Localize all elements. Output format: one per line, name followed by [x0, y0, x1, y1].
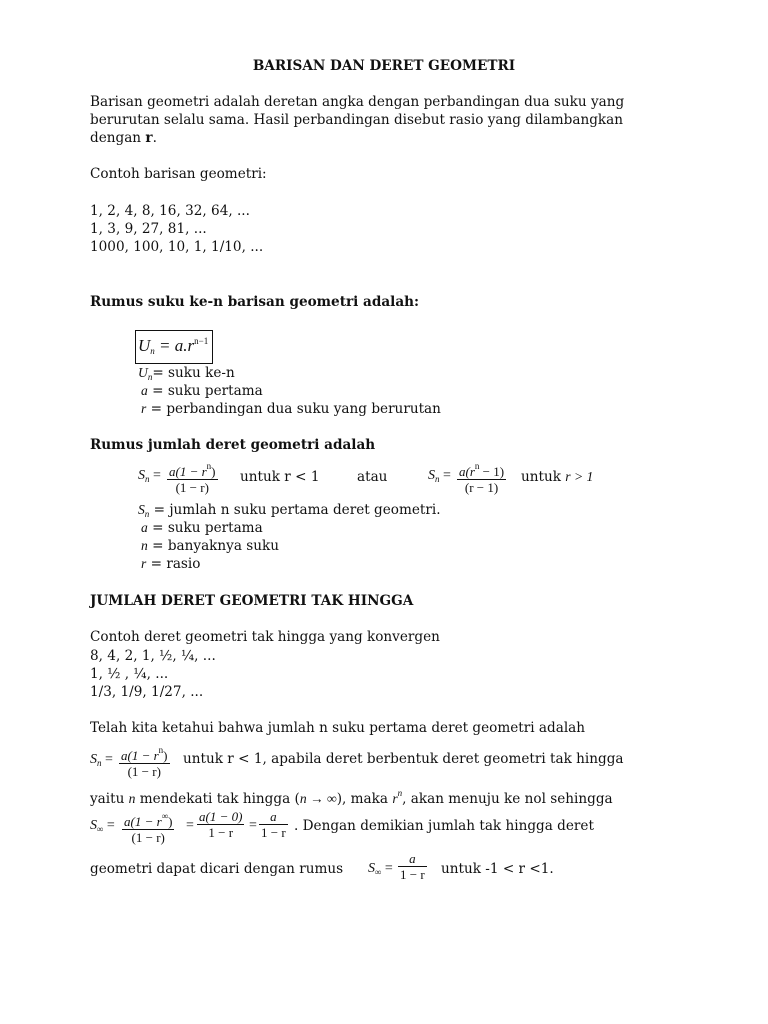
- known-fraction: [119, 743, 170, 779]
- sum-lhs: [138, 468, 161, 484]
- approach-n: n: [128, 791, 136, 806]
- nth-def-un-sym: U: [138, 365, 148, 380]
- approach-suffix: , akan menuju ke nol sehingga: [402, 791, 613, 807]
- sum-fraction-2-denominator: (r − 1): [464, 480, 499, 495]
- nth-def-r-sym: r: [141, 401, 147, 416]
- known-lhs-sub: n: [97, 758, 102, 768]
- infinite-lhs-sub: ∞: [97, 824, 104, 834]
- sum-def-n-text: = banyaknya suku: [147, 538, 279, 554]
- nth-def-a: [141, 382, 263, 400]
- approach-mid2: ), maka: [336, 791, 393, 807]
- final-line-suffix: untuk -1 < r <1.: [441, 861, 554, 877]
- ratio-symbol: r: [145, 130, 153, 146]
- infinite-heading: JUMLAH DERET GEOMETRI TAK HINGGA: [90, 593, 414, 609]
- examples-heading: Contoh barisan geometri:: [90, 166, 267, 182]
- nth-def-un-sub: n: [147, 372, 153, 382]
- final-fraction-numerator: [398, 851, 427, 867]
- sum-fraction-r-gt-1: [457, 459, 506, 495]
- sum-eq-2: =: [443, 468, 451, 483]
- sum-def-a: [141, 519, 263, 537]
- sum-f2-num: a(r: [459, 464, 475, 479]
- nth-term-formula: [138, 336, 208, 356]
- example-sequence-3: 1000, 100, 10, 1, 1/10, ...: [90, 239, 264, 255]
- sum-def-a-text: = suku pertama: [147, 520, 263, 536]
- infinite-lhs-s: S: [90, 818, 97, 833]
- final-lhs-s: S: [368, 861, 375, 876]
- known-eq: =: [105, 752, 113, 767]
- inf-f3-num: a: [270, 809, 277, 824]
- infinite-example-2: 1, ½ , ¼, ...: [90, 666, 169, 682]
- final-fraction: [398, 851, 427, 882]
- inf-f1-num: a(1 − r: [124, 814, 162, 829]
- sum-def-a-sym: a: [141, 520, 148, 535]
- nth-term-rhs: = a.r: [159, 336, 195, 355]
- sum-fraction-1-numerator: [167, 459, 218, 480]
- nth-term-exponent: n−1: [194, 336, 209, 346]
- known-formula-suffix: untuk r < 1, apabila deret berbentuk deret geometri tak hingga: [183, 751, 624, 767]
- intro-line-3-suffix: .: [152, 130, 157, 146]
- inf-f1-num-close: ): [168, 814, 173, 829]
- known-fraction-numerator: [119, 743, 170, 764]
- sum-cond2: r > 1: [565, 469, 594, 484]
- nth-term-heading: Rumus suku ke-n barisan geometri adalah:: [90, 294, 420, 310]
- sum-condition-1: untuk r < 1: [240, 469, 320, 485]
- nth-term-lhs-sub: n: [150, 346, 155, 356]
- infinite-example-1: 8, 4, 2, 1, ½, ¼, ...: [90, 648, 216, 664]
- sum-f2-num-close: − 1): [479, 464, 505, 479]
- approach-mid: mendekati tak hingga (: [135, 791, 300, 807]
- approach-r: r: [392, 791, 398, 806]
- sum-def-n-sym: n: [141, 538, 148, 553]
- final-fraction-denominator: 1 − r: [400, 867, 425, 882]
- infinite-fraction-3: [259, 809, 288, 840]
- sum-def-n: [141, 537, 279, 555]
- infinite-fraction-1-numerator: [122, 809, 174, 830]
- known-line: Telah kita ketahui bahwa jumlah n suku pertama deret geometri adalah: [90, 720, 586, 736]
- infinite-fraction-1: [122, 809, 174, 845]
- sum-eq: =: [153, 468, 161, 483]
- infinite-formula-suffix: . Dengan demikian jumlah tak hingga deret: [294, 818, 594, 834]
- infinite-fraction-2: [197, 809, 244, 840]
- inf-f2-num: a(1 − 0): [199, 809, 243, 824]
- sum-fraction-1-denominator: (1 − r): [175, 480, 209, 495]
- sum-lhs-2: [428, 468, 451, 484]
- sum-def-r-text: = rasio: [146, 556, 201, 572]
- sum-def-r: [141, 555, 200, 573]
- nth-def-r: [141, 400, 441, 418]
- sum-def-r-sym: r: [141, 556, 147, 571]
- known-f-num-close: ): [163, 748, 168, 763]
- known-lhs: [90, 752, 113, 768]
- infinite-lhs: $S_\infty$ =: [90, 818, 115, 834]
- known-f-num: a(1 − r: [121, 748, 159, 763]
- nth-def-a-sym: a: [141, 383, 148, 398]
- final-lhs-sub: ∞: [375, 867, 382, 877]
- known-fraction-denominator: (1 − r): [127, 764, 161, 779]
- intro-line-1: Barisan geometri adalah deretan angka dengan perbandingan dua suku yang: [90, 94, 625, 110]
- known-f-num-exp: n: [158, 745, 164, 755]
- page-title: BARISAN DAN DERET GEOMETRI: [252, 58, 516, 74]
- intro-line-2: berurutan selalu sama. Hasil perbandingan disebut rasio yang dilambangkan: [90, 112, 624, 128]
- sum-lhs-s: S: [138, 468, 145, 483]
- sum-lhs-sub: n: [145, 474, 150, 484]
- infinite-fraction-3-numerator: [259, 809, 288, 825]
- known-lhs-s: S: [90, 752, 97, 767]
- infinite-examples-heading: Contoh deret geometri tak hingga yang konvergen: [90, 629, 440, 645]
- example-sequence-1: 1, 2, 4, 8, 16, 32, 64, ...: [90, 203, 250, 219]
- infinite-eq-3: =: [249, 818, 257, 833]
- infinite-fraction-3-denominator: 1 − r: [261, 825, 286, 840]
- nth-def-a-text: = suku pertama: [152, 383, 263, 399]
- sum-f1-num-exp: n: [206, 461, 212, 471]
- sum-f2-num-exp: n: [474, 461, 480, 471]
- sum-def-sn-sub: n: [144, 509, 150, 519]
- sum-heading: Rumus jumlah deret geometri adalah: [90, 437, 376, 453]
- inf-f1-num-exp: ∞: [161, 811, 169, 821]
- sum-f1-num-close: ): [211, 464, 216, 479]
- approach-r-exp: n: [397, 788, 403, 798]
- final-lhs: $S_\infty$ =: [368, 861, 393, 877]
- infinite-fraction-2-denominator: 1 − r: [208, 825, 234, 840]
- sum-def-sn-text: = jumlah n suku pertama deret geometri.: [149, 502, 441, 518]
- approach-line: [90, 784, 613, 808]
- nth-term-lhs: U: [138, 336, 151, 355]
- infinite-example-3: 1/3, 1/9, 1/27, ...: [90, 684, 204, 700]
- nth-def-r-text: = perbandingan dua suku yang berurutan: [150, 401, 441, 417]
- example-sequence-2: 1, 3, 9, 27, 81, ...: [90, 221, 207, 237]
- nth-def-un-text: = suku ke-n: [152, 365, 235, 381]
- final-line-prefix: geometri dapat dicari dengan rumus: [90, 861, 344, 877]
- intro-line-3-prefix: dengan: [90, 130, 146, 146]
- sum-atau: atau: [357, 469, 388, 485]
- infinite-eq-2: =: [186, 818, 194, 833]
- final-num: a: [409, 851, 416, 866]
- sum-fraction-2-numerator: [457, 459, 506, 480]
- sum-f1-num: a(1 − r: [169, 464, 207, 479]
- intro-line-3: [90, 129, 157, 147]
- sum-def-sn-sym: S: [138, 502, 145, 517]
- sum-cond2-prefix: untuk: [521, 469, 566, 485]
- sum-lhs-2-s: S: [428, 468, 435, 483]
- infinite-fraction-2-numerator: [197, 809, 244, 825]
- sum-lhs-2-sub: n: [435, 474, 440, 484]
- sum-fraction-r-lt-1: [167, 459, 218, 495]
- infinite-fraction-1-denominator: (1 − r): [131, 830, 165, 845]
- approach-prefix: yaitu: [90, 791, 129, 807]
- sum-condition-2: [521, 468, 593, 486]
- approach-arrow: n → ∞: [299, 791, 337, 806]
